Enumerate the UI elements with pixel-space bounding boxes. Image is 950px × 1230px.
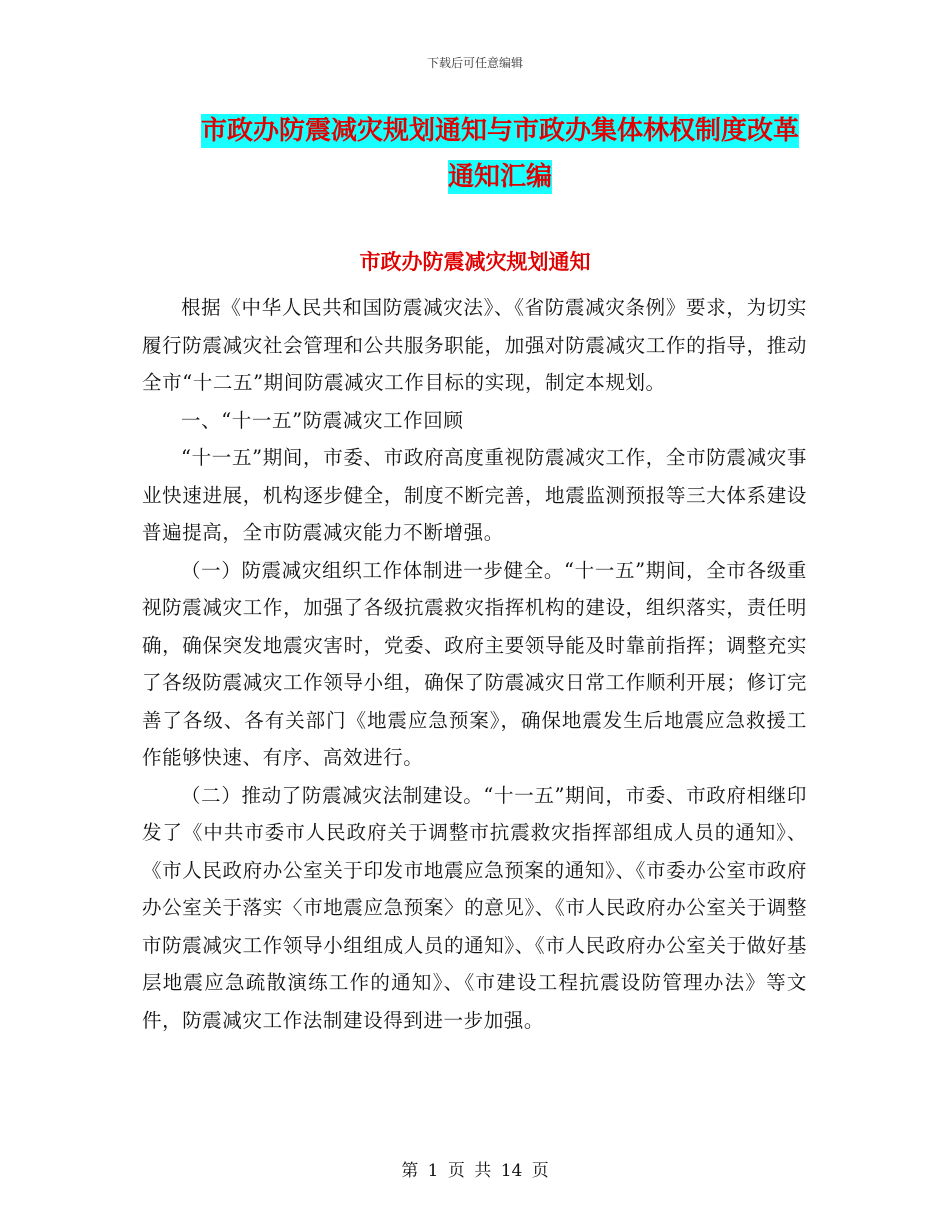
header-note: 下载后可任意编辑 xyxy=(426,56,523,70)
document-body xyxy=(142,289,807,1039)
paragraph-item-1: （一）防震减灾组织工作体制进一步健全。“十一五”期间，全市各级重视防震减灾工作，加强了各级抗震救灾指挥机构的建设，组织落实，责任明确，确保突发地震灾害时，党委、政府主要领导能及时靠前指挥；调整充实了各级防震减灾工作领导小组，确保了防震减灾日常工作顺利开展；修订完善了各级、各有关部门《地震应急预案》，确保地震发生后地震应急救援工作能够快速、有序、高效进行。 xyxy=(142,558,807,769)
paragraph-item-2: （二）推动了防震减灾法制建设。“十一五”期间，市委、市政府相继印发了《中共市委市人民政府关于调整市抗震救灾指挥部组成人员的通知》、《市人民政府办公室关于印发市地震应急预案的通知》、《市委办公室市政府办公室关于落实〈市地震应急预案〉的意见》、《市人民政府办公室关于调整市防震减灾工作领导小组组成人员的通知》、《市人民政府办公室关于做好基层地震应急疏散演练工作的通知》、《市建设工程抗震设防管理办法》等文件，防震减灾工作法制建设得到进一步加强。 xyxy=(142,783,807,1032)
section-title: 市政办防震减灾规划通知 xyxy=(359,249,591,274)
paragraph-review-summary: “十一五”期间，市委、市政府高度重视防震减灾工作，全市防震减灾事业快速进展，机构逐步健全，制度不断完善，地震监测预报等三大体系建设普遍提高，全市防震减灾能力不断增强。 xyxy=(142,446,807,544)
document-title-line1: 市政办防震减灾规划通知与市政办集体林权制度改革 xyxy=(200,116,799,146)
document-title-line2: 通知汇编 xyxy=(447,162,552,192)
page-footer: 第 1 页 共 14 页 xyxy=(401,1161,549,1181)
paragraph-intro: 根据《中华人民共和国防震减灾法》、《省防震减灾条例》要求，为切实履行防震减灾社会管理和公共服务职能，加强对防震减灾工作的指导，推动全市“十二五”期间防震减灾工作目标的实现，制定本规划。 xyxy=(142,296,807,394)
paragraph-heading-review: 一、“十一五”防震减灾工作回顾 xyxy=(181,408,464,432)
document-title xyxy=(190,108,810,200)
